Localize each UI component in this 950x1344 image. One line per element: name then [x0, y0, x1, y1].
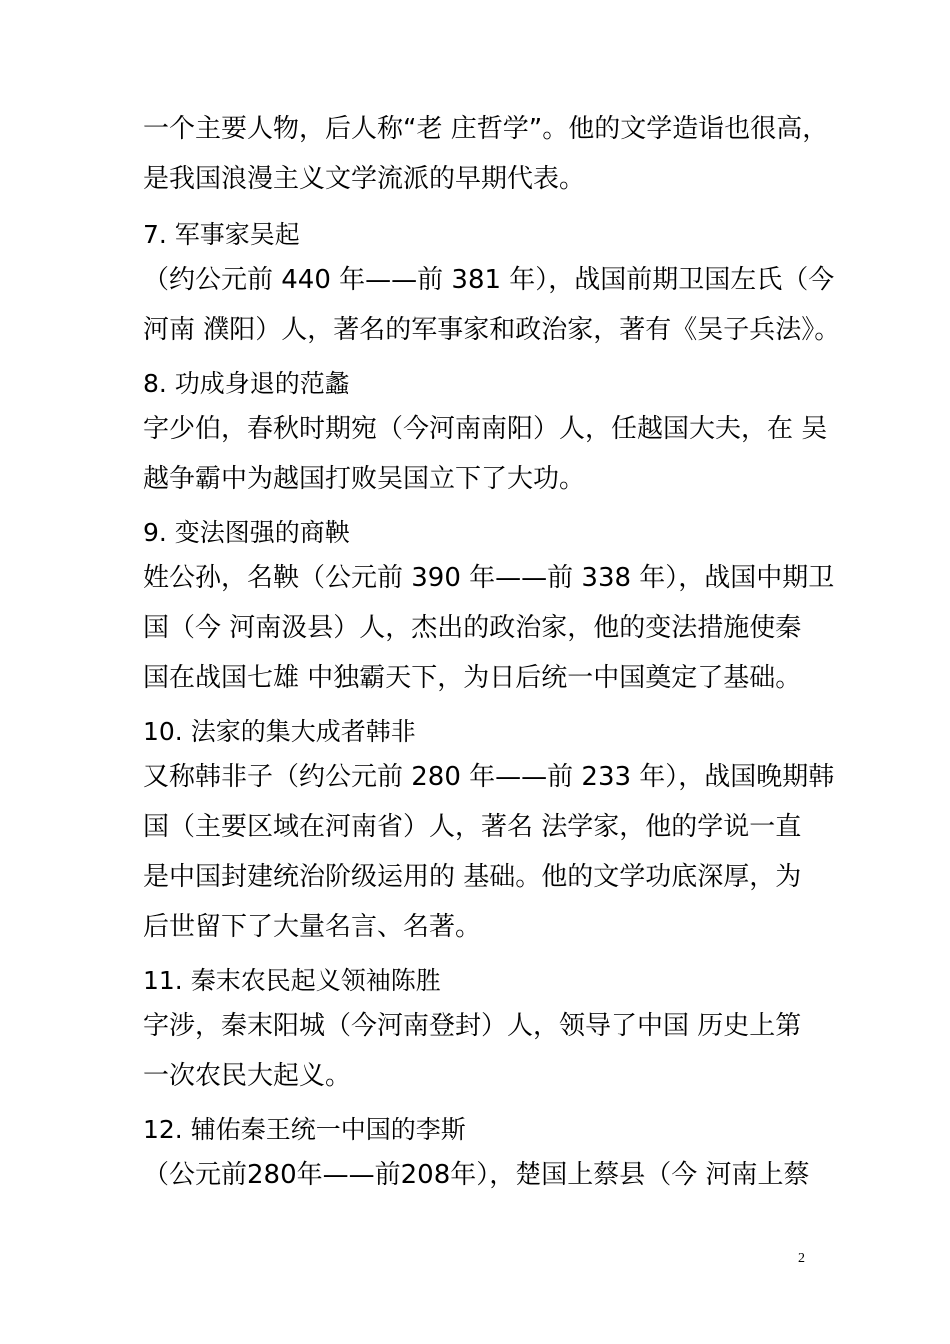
text-line: 是中国封建统治阶级运用的 基础。他的文学功底深厚，为	[143, 862, 802, 892]
section-heading: 9. 变法图强的商鞅	[143, 518, 350, 547]
text-line: 国在战国七雄 中独霸天下，为日后统一中国奠定了基础。	[143, 663, 802, 693]
section-heading: 8. 功成身退的范蠡	[143, 369, 350, 398]
text-line: 国（今 河南汲县）人，杰出的政治家，他的变法措施使秦	[143, 613, 802, 643]
text-line: 又称韩非子（约公元前 280 年——前 233 年），战国晚期韩	[143, 762, 835, 792]
text-line: 字少伯，春秋时期宛（今河南南阳）人，任越国大夫，在 吴	[143, 414, 828, 444]
text-line: 一次农民大起义。	[143, 1061, 352, 1091]
text-line: 河南 濮阳）人，著名的军事家和政治家，著有《吴子兵法》。	[143, 315, 841, 345]
text-line: （约公元前 440 年——前 381 年），战国前期卫国左氏（今	[143, 265, 835, 295]
section-heading: 12. 辅佑秦王统一中国的李斯	[143, 1115, 466, 1144]
section-heading: 11. 秦末农民起义领袖陈胜	[143, 966, 441, 995]
text-line: （公元前280年——前208年），楚国上蔡县（今 河南上蔡	[143, 1160, 810, 1190]
text-line: 姓公孙，名鞅（公元前 390 年——前 338 年），战国中期卫	[143, 563, 835, 593]
text-line: 是我国浪漫主义文学流派的早期代表。	[143, 164, 586, 194]
text-line: 一个主要人物，后人称“老 庄哲学”。他的文学造诣也很高，	[143, 114, 829, 144]
section-heading: 7. 军事家吴起	[143, 220, 300, 249]
text-line: 国（主要区域在河南省）人，著名 法学家，他的学说一直	[143, 812, 802, 842]
text-line: 字涉，秦末阳城（今河南登封）人，领导了中国 历史上第	[143, 1011, 802, 1041]
page-number: 2	[798, 1251, 805, 1266]
text-line: 越争霸中为越国打败吴国立下了大功。	[143, 464, 586, 494]
section-heading: 10. 法家的集大成者韩非	[143, 717, 416, 746]
text-line: 后世留下了大量名言、名著。	[143, 912, 482, 942]
